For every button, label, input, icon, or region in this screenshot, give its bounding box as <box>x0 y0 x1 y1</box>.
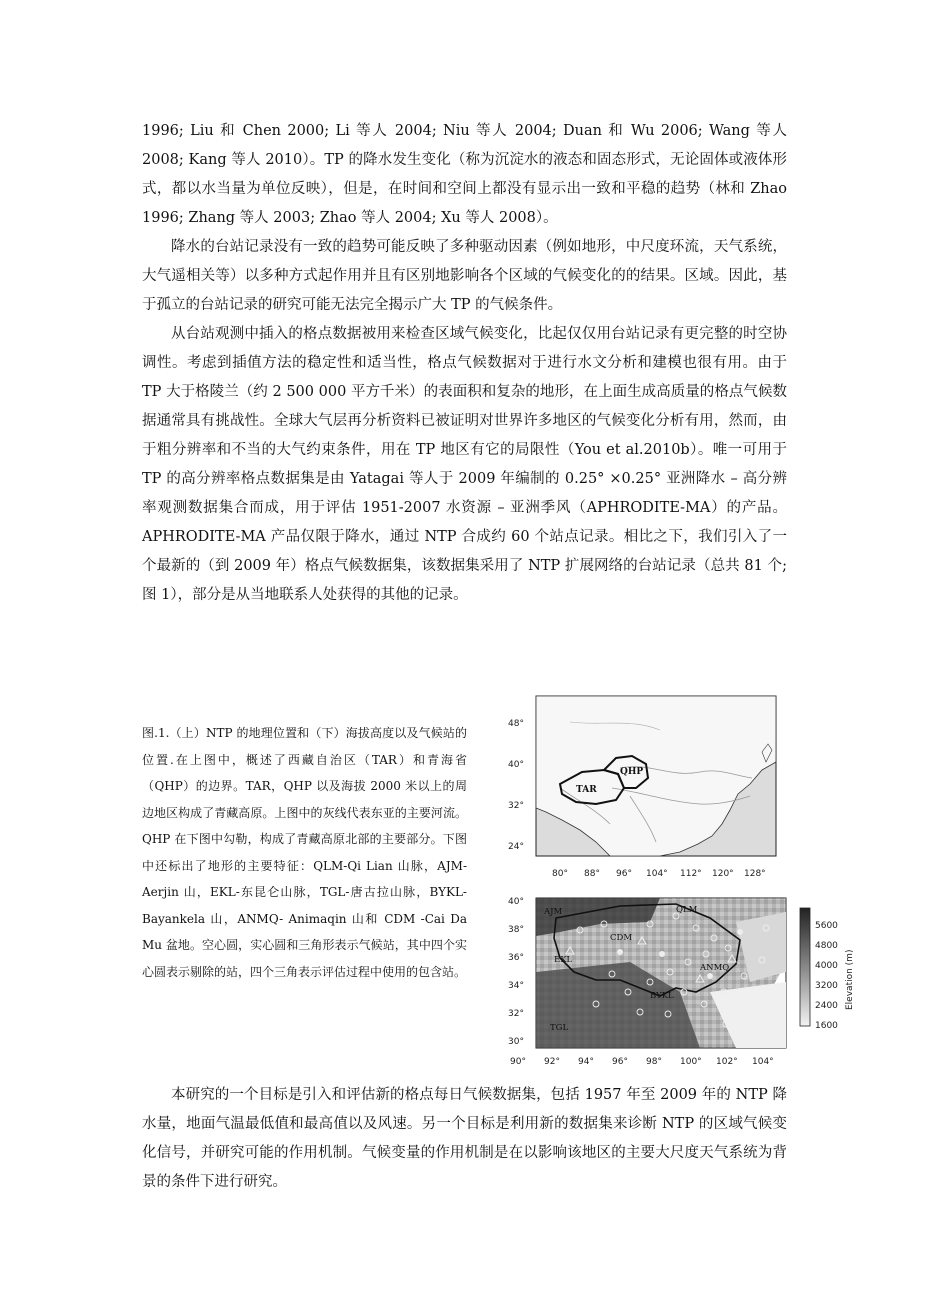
top-lat-tick: 24° <box>508 842 524 852</box>
bottom-map <box>508 897 855 1067</box>
terrain-label-qlm: QLM <box>676 905 698 915</box>
top-lon-tick: 104° <box>646 869 668 879</box>
terrain-label-bykl: BYKL <box>650 991 674 1001</box>
colorbar-tick: 4800 <box>815 941 838 951</box>
top-lon-tick: 120° <box>712 869 734 879</box>
top-lat-tick: 40° <box>508 760 524 770</box>
bottom-lon-tick: 90° <box>510 1057 526 1067</box>
colorbar-label: Elevation (m) <box>845 949 855 1010</box>
terrain-label-ajm: AJM <box>544 907 563 917</box>
terrain-label-ekl: EKL <box>554 955 573 965</box>
colorbar-tick: 5600 <box>815 921 838 931</box>
paragraph-4: 本研究的一个目标是引入和评估新的格点每日气候数据集，包括 1957 年至 2009 年的 NTP 降水量，地面气温最低值和最高值以及风速。另一个目标是利用新的数据集来诊断 NTP 的区域气候变化信号，并研究可能的作用机制。气候变量的作用机制是在以影响该地区的主要大尺度天气系统为背景的条件下进行研究。 <box>142 1087 787 1190</box>
bottom-lat-tick: 34° <box>508 981 524 991</box>
colorbar-tick: 1600 <box>815 1021 838 1031</box>
region-label-tar: TAR <box>576 785 597 795</box>
top-lon-tick: 96° <box>616 869 632 879</box>
body-text-bottom <box>142 1081 787 1197</box>
top-lon-tick: 128° <box>744 869 766 879</box>
figure-1 <box>500 692 860 1072</box>
bottom-lat-tick: 36° <box>508 953 524 963</box>
colorbar-tick: 3200 <box>815 981 838 991</box>
top-lon-tick: 112° <box>680 869 702 879</box>
colorbar-tick: 2400 <box>815 1001 838 1011</box>
figure-maps <box>500 692 860 1072</box>
bottom-lat-tick: 40° <box>508 897 524 907</box>
bottom-lat-tick: 38° <box>508 925 524 935</box>
bottom-lon-tick: 96° <box>612 1057 628 1067</box>
elevation-colorbar <box>800 908 810 1026</box>
paragraph-1: 1996; Liu 和 Chen 2000; Li 等人 2004; Niu 等人 2004; Duan 和 Wu 2006; Wang 等人 2008; Kang 等人 2010）。TP 的降水发生变化（称为沉淀水的液态和固态形式，无论固体或液体形式，都以水当量为单位反映），但是，在时间和空间上都没有显示出一致和平稳的趋势（林和 Zhao 1996; Zhang 等人 2003; Zhao 等人 2004; Xu 等人 2008）。 <box>142 123 787 226</box>
terrain-label-tgl: TGL <box>550 1023 569 1033</box>
top-lat-tick: 32° <box>508 801 524 811</box>
bottom-lon-tick: 102° <box>716 1057 738 1067</box>
paragraph-3: 从台站观测中插入的格点数据被用来检查区域气候变化，比起仅仅用台站记录有更完整的时空协调性。考虑到插值方法的稳定性和适当性，格点气候数据对于进行水文分析和建模也很有用。由于 TP 大于格陵兰（约 2 500 000 平方千米）的表面积和复杂的地形，在上面生成高质量的格点气候数据通常具有挑战性。全球大气层再分析资料已被证明对世界许多地区的气候变化分析有用，然而，由于粗分辨率和不当的大气约束条件，用在 TP 地区有它的局限性（You et al.2010b）。唯一可用于 TP 的高分辨率格点数据集是由 Yatagai 等人于 2009 年编制的 0.25° ×0.25° 亚洲降水 – 高分辨率观测数据集合而成，用于评估 1951-2007 水资源 – 亚洲季风（APHRODITE-MA）的产品。APHRODITE-MA 产品仅限于降水，通过 NTP 合成约 60 个站点记录。相比之下，我们引入了一个最新的（到 2009 年）格点气候数据集，该数据集采用了 NTP 扩展网络的台站记录（总共 81 个;图 1），部分是从当地联系人处获得的其他的记录。 <box>142 326 787 603</box>
paragraph-2: 降水的台站记录没有一致的趋势可能反映了多种驱动因素（例如地形，中尺度环流，天气系统，大气遥相关等）以多种方式起作用并且有区别地影响各个区域的气候变化的的结果。区域。因此，基于孤立的台站记录的研究可能无法完全揭示广大 TP 的气候条件。 <box>142 239 787 313</box>
figure-caption-text: 图.1.（上）NTP 的地理位置和（下）海拔高度以及气候站的位置.在上图中，概述了西藏自治区（TAR）和青海省（QHP）的边界。TAR，QHP 以及海拔 2000 米以上的周边地区构成了青藏高原。上图中的灰线代表东亚的主要河流。QHP 在下图中勾勒，构成了青藏高原北部的主要部分。下图中还标出了地形的主要特征：QLM-Qi Lian 山脉，AJM-Aerjin 山，EKL-东昆仑山脉，TGL-唐古拉山脉，BYKL-Bayankela 山，ANMQ- Animaqin 山和 CDM -Cai Da Mu 盆地。空心圆，实心圆和三角形表示气候站，其中四个实心圆表示剔除的站，四个三角表示评估过程中使用的包含站。 <box>142 726 467 979</box>
bottom-lat-tick: 32° <box>508 1009 524 1019</box>
colorbar-tick: 4000 <box>815 961 838 971</box>
terrain-label-anmq: ANMQ <box>700 963 730 973</box>
figure-caption <box>142 720 467 985</box>
region-label-qhp: QHP <box>620 767 644 777</box>
body-text-top <box>142 117 787 610</box>
bottom-lon-tick: 104° <box>752 1057 774 1067</box>
top-lon-tick: 88° <box>584 869 600 879</box>
top-lon-tick: 80° <box>552 869 568 879</box>
bottom-lon-tick: 94° <box>578 1057 594 1067</box>
bottom-lon-tick: 100° <box>680 1057 702 1067</box>
terrain-label-cdm: CDM <box>610 933 633 943</box>
bottom-lat-tick: 30° <box>508 1037 524 1047</box>
top-map <box>508 696 776 879</box>
bottom-lon-tick: 98° <box>646 1057 662 1067</box>
bottom-lon-tick: 92° <box>544 1057 560 1067</box>
top-lat-tick: 48° <box>508 719 524 729</box>
